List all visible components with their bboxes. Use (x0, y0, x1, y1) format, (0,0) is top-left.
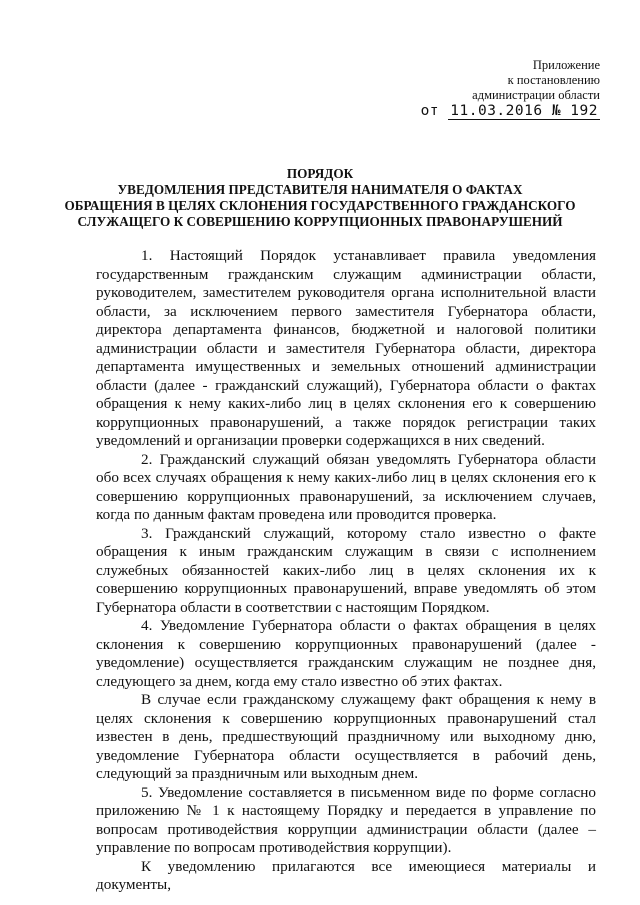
number-sign: № (551, 103, 562, 119)
document-number: 192 (570, 103, 598, 119)
date-value: 11.03.2016 № 192 (450, 103, 598, 119)
paragraph-4: 4. Уведомление Губернатора области о фактах обращения в целях склонения к совершению коррупционных правонарушений (далее - уведомление) осуществляется гражданским служащим не позднее дня, следующего за днем, когда ему стало известно об этих фактах. (96, 617, 596, 690)
date-prefix: от (420, 103, 440, 119)
attachment-line-3: администрации области (472, 88, 600, 102)
attachment-line-1: Приложение (532, 58, 600, 72)
paragraph-1: 1. Настоящий Порядок устанавливает правила уведомления государственным гражданским служащим администрации области, руководителем, заместителем руководителя органа исполнительной власти области, за исключением первого заместителя Губернатора области, директора департамента финансов, бюджетной и налоговой политики администрации области и заместителя Губернатора области, директора департамента имущественных и земельных отношений администрации области (далее - гражданский служащий), Губернатора области о фактах обращения к нему каких-либо лиц в целях склонения его к совершению коррупционных правонарушений, а также порядок регистрации таких уведомлений и организации проверки содержащихся в них сведений. (96, 247, 596, 449)
title-line-2: УВЕДОМЛЕНИЯ ПРЕДСТАВИТЕЛЯ НАНИМАТЕЛЯ О ФАКТАХ (117, 182, 523, 197)
attachment-line-2: к постановлению (507, 73, 600, 87)
document-body (96, 247, 596, 895)
document-title (50, 166, 590, 230)
paragraph-5: 5. Уведомление составляется в письменном виде по форме согласно приложению № 1 к настоящему Порядку и передается в управление по вопросам противодействия коррупции администрации области (далее – управление по вопросам противодействия коррупции). (96, 783, 596, 856)
paragraph-2: 2. Гражданский служащий обязан уведомлять Губернатора области обо всех случаях обращения к нему каких-либо лиц в целях склонения его к совершению коррупционных правонарушений, за исключением случаев, когда по данным фактам проведена или проводится проверка. (96, 450, 596, 523)
title-line-1: ПОРЯДОК (286, 166, 354, 181)
attachment-date-line (360, 104, 600, 119)
attachment-block (360, 58, 600, 119)
paragraph-5-continued: К уведомлению прилагаются все имеющиеся материалы и документы, (96, 857, 596, 893)
paragraph-3: 3. Гражданский служащий, которому стало известно о факте обращения к иным гражданским служащим в связи с исполнением служебных обязанностей каких-либо лиц в целях склонения их к совершению коррупционных правонарушений, вправе уведомлять об этом Губернатора области в соответствии с настоящим Порядком. (96, 524, 596, 616)
paragraph-4-continued: В случае если гражданскому служащему факт обращения к нему в целях склонения к совершению коррупционных правонарушений стал известен в день, предшествующий праздничному или выходному дню, уведомление Губернатора области осуществляется в рабочий день, следующий за праздничным или выходным днем. (96, 691, 596, 782)
title-line-3: ОБРАЩЕНИЯ В ЦЕЛЯХ СКЛОНЕНИЯ ГОСУДАРСТВЕННОГО ГРАЖДАНСКОГО (64, 198, 576, 213)
title-line-4: СЛУЖАЩЕГО К СОВЕРШЕНИЮ КОРРУПЦИОННЫХ ПРАВОНАРУШЕНИЙ (77, 214, 563, 229)
